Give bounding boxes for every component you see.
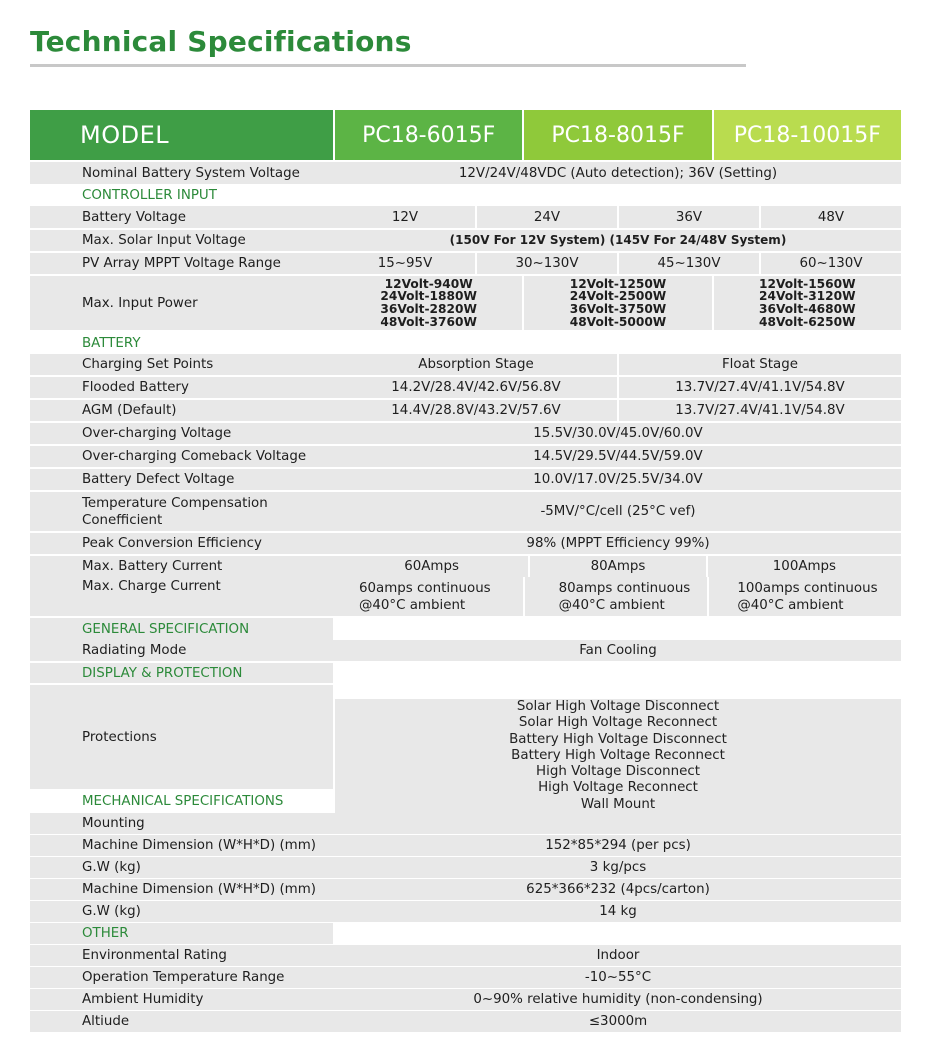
section-display-protection: DISPLAY & PROTECTION xyxy=(30,663,333,683)
row-value: 80Amps xyxy=(528,556,706,577)
power-line: 48Volt-5000W xyxy=(569,314,667,329)
row-value: -10~55°C xyxy=(584,970,652,985)
table-row xyxy=(30,400,901,421)
row-label: Max. Battery Current xyxy=(30,556,333,577)
row-label: Over-charging Voltage xyxy=(30,423,333,444)
value-line: @40°C ambient xyxy=(737,597,844,613)
table-row xyxy=(30,533,901,554)
table-row xyxy=(30,276,901,330)
table-row xyxy=(30,967,901,988)
table-row xyxy=(30,446,901,467)
value-line: 80amps continuous xyxy=(558,580,691,596)
section-header xyxy=(30,184,901,206)
table-row xyxy=(30,640,901,661)
row-label: Environmental Rating xyxy=(30,945,333,966)
row-label: Over-charging Comeback Voltage xyxy=(30,446,333,467)
title-divider xyxy=(30,64,746,67)
table-row xyxy=(30,492,901,531)
row-value: 3 kg/pcs xyxy=(589,860,647,875)
row-label: Charging Set Points xyxy=(30,354,333,375)
page-title: Technical Specifications xyxy=(30,25,412,58)
row-label: Max. Solar Input Voltage xyxy=(30,230,333,251)
row-label: Nominal Battery System Voltage xyxy=(30,162,333,184)
protection-item: Solar High Voltage Reconnect xyxy=(518,715,718,731)
row-label: Protections xyxy=(30,685,333,789)
row-value: Fan Cooling xyxy=(579,643,657,658)
row-value: -5MV/°C/cell (25°C vef) xyxy=(540,504,696,519)
section-header xyxy=(30,618,901,640)
value-line: @40°C ambient xyxy=(558,597,665,613)
protection-item: Solar High Voltage Disconnect xyxy=(516,698,720,714)
row-value: 10.0V/17.0V/25.5V/34.0V xyxy=(533,472,703,487)
power-line: 24Volt-1880W xyxy=(380,289,477,304)
protection-item: Battery High Voltage Disconnect xyxy=(509,731,727,747)
power-line: 12Volt-940W xyxy=(384,276,473,291)
table-row xyxy=(30,206,901,228)
table-row xyxy=(30,835,901,856)
section-other: OTHER xyxy=(30,923,333,944)
row-value: Absorption Stage xyxy=(418,357,534,372)
row-label: Battery Voltage xyxy=(30,206,333,228)
power-line: 48Volt-6250W xyxy=(759,314,856,329)
table-header-row xyxy=(30,110,901,160)
row-value: 12V/24V/48VDC (Auto detection); 36V (Setting) xyxy=(458,165,778,181)
power-line: 12Volt-1560W xyxy=(759,276,856,291)
section-header xyxy=(30,923,901,944)
table-row xyxy=(30,945,901,966)
row-value xyxy=(712,276,901,330)
table-row xyxy=(30,901,901,922)
value-line: 60amps continuous xyxy=(359,580,491,596)
row-value xyxy=(707,577,901,616)
table-row xyxy=(30,469,901,490)
section-controller-input: CONTROLLER INPUT xyxy=(30,184,333,206)
row-label: PV Array MPPT Voltage Range xyxy=(30,253,333,274)
row-label: Machine Dimension (W*H*D) (mm) xyxy=(30,879,333,900)
model-8015f-header: PC18-8015F xyxy=(522,110,711,160)
row-value: 100Amps xyxy=(706,556,901,577)
section-mechanical-specifications: MECHANICAL SPECIFICATIONS xyxy=(30,791,333,811)
table-row xyxy=(30,989,901,1010)
row-label: G.W (kg) xyxy=(30,857,333,878)
power-line: 36Volt-2820W xyxy=(380,302,477,316)
row-label xyxy=(30,492,333,531)
row-value: 13.7V/27.4V/41.1V/54.8V xyxy=(617,400,901,421)
row-label: AGM (Default) xyxy=(30,400,333,421)
power-line: 36Volt-4680W xyxy=(759,302,856,316)
table-row xyxy=(30,162,901,184)
row-label: Mounting xyxy=(30,813,333,834)
table-row xyxy=(30,423,901,444)
section-battery: BATTERY xyxy=(30,332,333,354)
power-line: 24Volt-3120W xyxy=(759,289,856,304)
row-value: 60~130V xyxy=(759,253,901,274)
protections-block xyxy=(30,663,901,813)
row-value: 152*85*294 (per pcs) xyxy=(545,838,691,853)
protection-item: Battery High Voltage Reconnect xyxy=(511,747,725,763)
row-value: 36V xyxy=(617,206,759,228)
row-value: 0~90% relative humidity (non-condensing) xyxy=(473,992,763,1007)
model-10015f-header: PC18-10015F xyxy=(712,110,901,160)
table-row xyxy=(30,253,901,274)
row-label: Machine Dimension (W*H*D) (mm) xyxy=(30,835,333,856)
row-value: 15.5V/30.0V/45.0V/60.0V xyxy=(533,426,703,441)
table-row xyxy=(30,556,901,577)
value-line: @40°C ambient xyxy=(359,597,466,613)
row-value: 15~95V xyxy=(377,256,433,271)
protection-item: High Voltage Disconnect xyxy=(536,764,700,780)
row-value xyxy=(523,577,708,616)
row-value: 14.4V/28.8V/43.2V/57.6V xyxy=(391,403,561,418)
table-row xyxy=(30,879,901,900)
row-value: Indoor xyxy=(596,948,640,963)
row-value: 45~130V xyxy=(617,253,759,274)
row-value: 12V xyxy=(391,209,419,225)
row-value: 98% (MPPT Efficiency 99%) xyxy=(526,536,710,551)
model-header: MODEL xyxy=(30,110,333,160)
table-row xyxy=(30,377,901,398)
row-label: G.W (kg) xyxy=(30,901,333,922)
table-row xyxy=(30,857,901,878)
row-value xyxy=(335,276,522,330)
row-label: Radiating Mode xyxy=(30,640,333,661)
row-value: 625*366*232 (4pcs/carton) xyxy=(526,882,710,897)
row-value xyxy=(335,577,523,616)
table-row xyxy=(30,230,901,251)
row-label: Flooded Battery xyxy=(30,377,333,398)
spec-table xyxy=(30,110,901,1032)
row-value: 14.2V/28.4V/42.6V/56.8V xyxy=(391,380,561,395)
row-label-line: Temperature Compensation xyxy=(82,495,268,511)
row-value: Float Stage xyxy=(617,354,901,375)
row-value: ≤3000m xyxy=(588,1014,648,1029)
row-value: 30~130V xyxy=(475,253,617,274)
row-label: Altiude xyxy=(30,1011,333,1032)
table-row xyxy=(30,813,901,834)
row-value: 24V xyxy=(475,206,617,228)
row-label: Max. Input Power xyxy=(30,276,333,330)
row-label: Max. Charge Current xyxy=(30,577,333,616)
protection-item: High Voltage Reconnect xyxy=(538,780,698,796)
row-value xyxy=(522,276,711,330)
row-value: 48V xyxy=(759,206,901,228)
table-row xyxy=(30,577,901,616)
model-6015f-header: PC18-6015F xyxy=(335,110,522,160)
value-line: 100amps continuous xyxy=(737,580,878,596)
row-value: 14.5V/29.5V/44.5V/59.0V xyxy=(533,449,703,464)
row-label: Battery Defect Voltage xyxy=(30,469,333,490)
row-label-line: Conefficient xyxy=(82,512,163,528)
power-line: 36Volt-3750W xyxy=(569,302,667,316)
row-value: (150V For 12V System) (145V For 24/48V System) xyxy=(449,233,787,247)
row-label: Ambient Humidity xyxy=(30,989,333,1010)
power-line: 24Volt-2500W xyxy=(569,289,667,304)
section-header xyxy=(30,332,901,354)
row-value: 14 kg xyxy=(599,904,637,919)
table-row xyxy=(30,1011,901,1032)
protections-list xyxy=(335,699,901,813)
section-general-specification: GENERAL SPECIFICATION xyxy=(30,618,333,640)
power-line: 48Volt-3760W xyxy=(380,314,477,329)
table-row xyxy=(30,354,901,375)
row-value: 60Amps xyxy=(404,559,459,574)
row-value: 13.7V/27.4V/41.1V/54.8V xyxy=(617,377,901,398)
row-label: Operation Temperature Range xyxy=(30,967,333,988)
row-label: Peak Conversion Efficiency xyxy=(30,533,333,554)
protection-item: Wall Mount xyxy=(580,796,656,812)
power-line: 12Volt-1250W xyxy=(569,276,667,291)
